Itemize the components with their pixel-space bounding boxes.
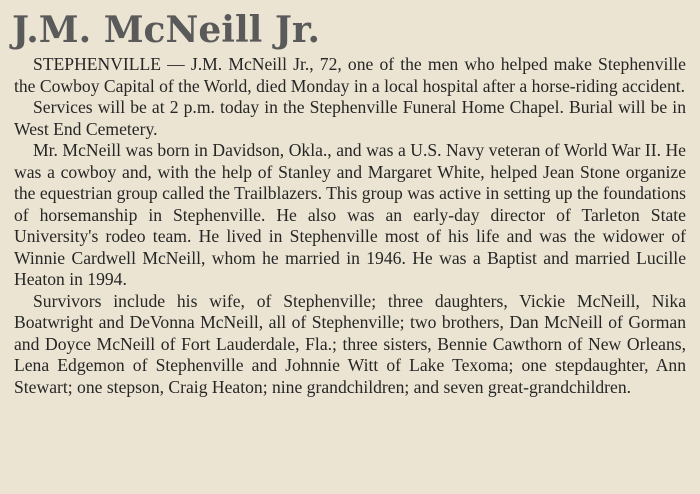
paragraph-survivors: Survivors include his wife, of Stephenville; three daughters, Vickie McNeill, Nika Boatwright and DeVonna McNeill, all of Stephenville; two brothers, Dan McNeill of Gorman and Doyce McNeill of Fort Lauderdale, Fla.; three sisters, Bennie Cawthorn of New Orleans, Lena Edgemon of Stephenville and Johnnie Witt of Lake Texoma; one stepdaughter, Ann Stewart; one stepson, Craig Heaton; nine grandchildren; and seven great-grandchildren. [14, 290, 686, 397]
paragraph-biography: Mr. McNeill was born in Davidson, Okla., and was a U.S. Navy veteran of World War II. He was a cowboy and, with the help of Stanley and Margaret White, helped Jean Stone organize the equestrian group called the Trailblazers. This group was active in setting up the foundations of horsemanship in Stephenville. He also was an early-day director of Tarleton State University's rodeo team. He lived in Stephenville most of his life and was the widower of Winnie Cardwell McNeill, whom he married in 1946. He was a Baptist and married Lucille Heaton in 1994. [14, 140, 686, 289]
paragraph-death-notice: STEPHENVILLE — J.M. McNeill Jr., 72, one of the men who helped make Stephenville the Cowboy Capital of the World, died Monday in a local hospital after a horse-riding accident. [14, 54, 686, 96]
obituary-headline: J.M. McNeill Jr. [12, 9, 321, 51]
obituary-body [14, 54, 686, 398]
paragraph-services: Services will be at 2 p.m. today in the Stephenville Funeral Home Chapel. Burial will be in West End Cemetery. [14, 97, 686, 139]
